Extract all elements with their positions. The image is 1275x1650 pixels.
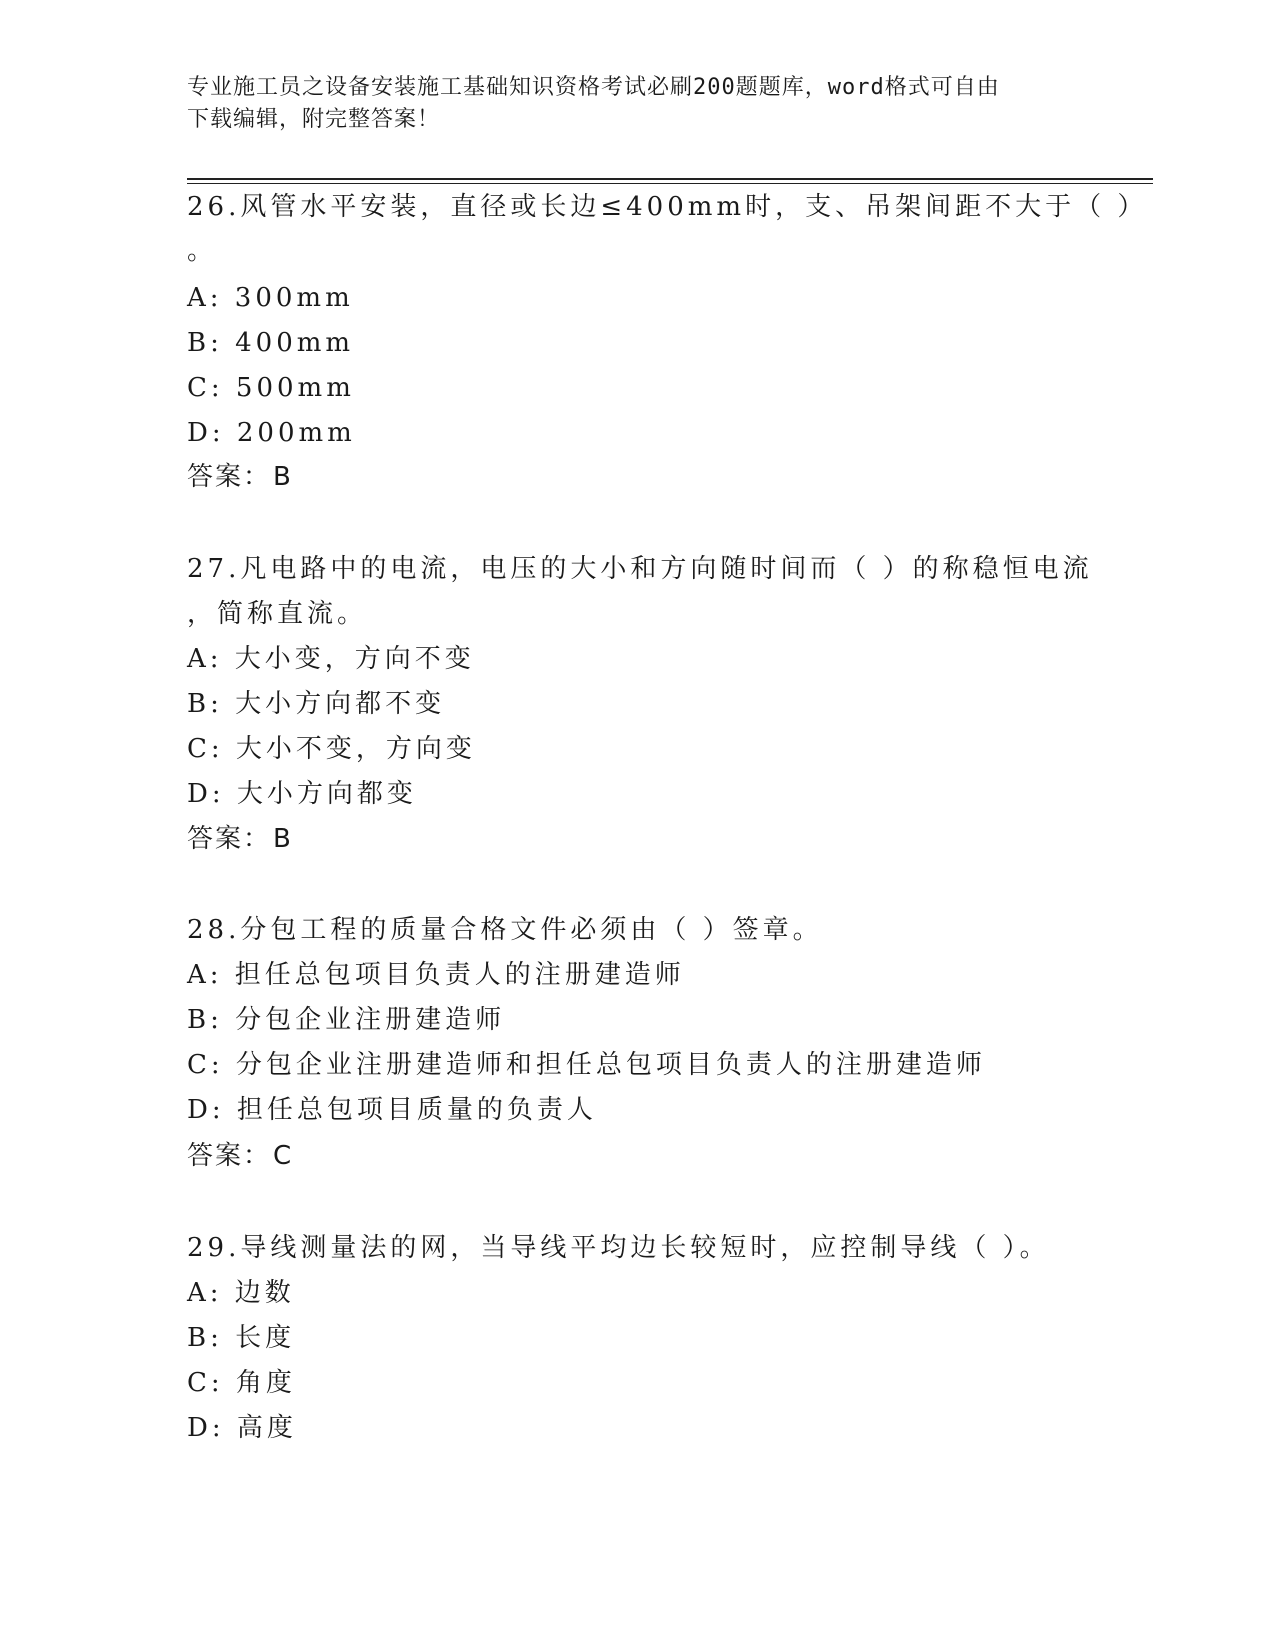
question-26-option-d: D: 200mm — [187, 418, 356, 448]
question-29-option-b: B: 长度 — [187, 1323, 296, 1353]
question-29-stem: 29.导线测量法的网，当导线平均边长较短时，应控制导线（ ）。 — [187, 1233, 1050, 1263]
question-26-answer — [187, 462, 293, 492]
question-28-option-c: C: 分包企业注册建造师和担任总包项目负责人的注册建造师 — [187, 1050, 986, 1080]
header-rule-thin — [187, 183, 1153, 184]
answer-label: 答案： — [187, 1141, 272, 1171]
question-26-option-b: B: 400mm — [187, 328, 355, 358]
question-29-option-d: D: 高度 — [187, 1413, 297, 1443]
question-28-option-b: B: 分包企业注册建造师 — [187, 1005, 506, 1035]
question-27-option-b: B: 大小方向都不变 — [187, 689, 446, 719]
question-27-option-d: D: 大小方向都变 — [187, 779, 417, 809]
question-28-option-d: D: 担任总包项目质量的负责人 — [187, 1095, 597, 1125]
question-28-option-a: A: 担任总包项目负责人的注册建造师 — [187, 960, 685, 990]
question-27-option-a: A: 大小变，方向不变 — [187, 644, 475, 674]
answer-label: 答案： — [187, 824, 272, 854]
question-26-option-c: C: 500mm — [187, 373, 355, 403]
question-28-stem: 28.分包工程的质量合格文件必须由（ ）签章。 — [187, 915, 823, 945]
answer-label: 答案： — [187, 462, 272, 492]
answer-value: C — [273, 1141, 294, 1171]
answer-value: B — [273, 462, 293, 492]
question-29-option-a: A: 边数 — [187, 1278, 295, 1308]
question-26-stem-cont: 。 — [187, 236, 218, 266]
question-27-answer — [187, 824, 293, 854]
question-27-stem: 27.凡电路中的电流，电压的大小和方向随时间而（ ）的称稳恒电流 — [187, 554, 1093, 584]
question-28-answer — [187, 1141, 293, 1171]
question-27-stem-cont: ，简称直流。 — [187, 599, 368, 629]
question-29-option-c: C: 角度 — [187, 1368, 296, 1398]
header-line-2: 下载编辑，附完整答案！ — [187, 107, 441, 132]
header-line-1: 专业施工员之设备安装施工基础知识资格考试必刷200题题库，word格式可自由 — [187, 75, 1000, 100]
question-26-stem: 26.风管水平安装，直径或长边≤400mm时，支、吊架间距不大于（ ） — [187, 192, 1148, 222]
answer-value: B — [273, 824, 293, 854]
question-26-option-a: A: 300mm — [187, 283, 354, 313]
header-rule-thick — [187, 178, 1153, 180]
question-27-option-c: C: 大小不变，方向变 — [187, 734, 476, 764]
document-header — [187, 72, 1077, 136]
